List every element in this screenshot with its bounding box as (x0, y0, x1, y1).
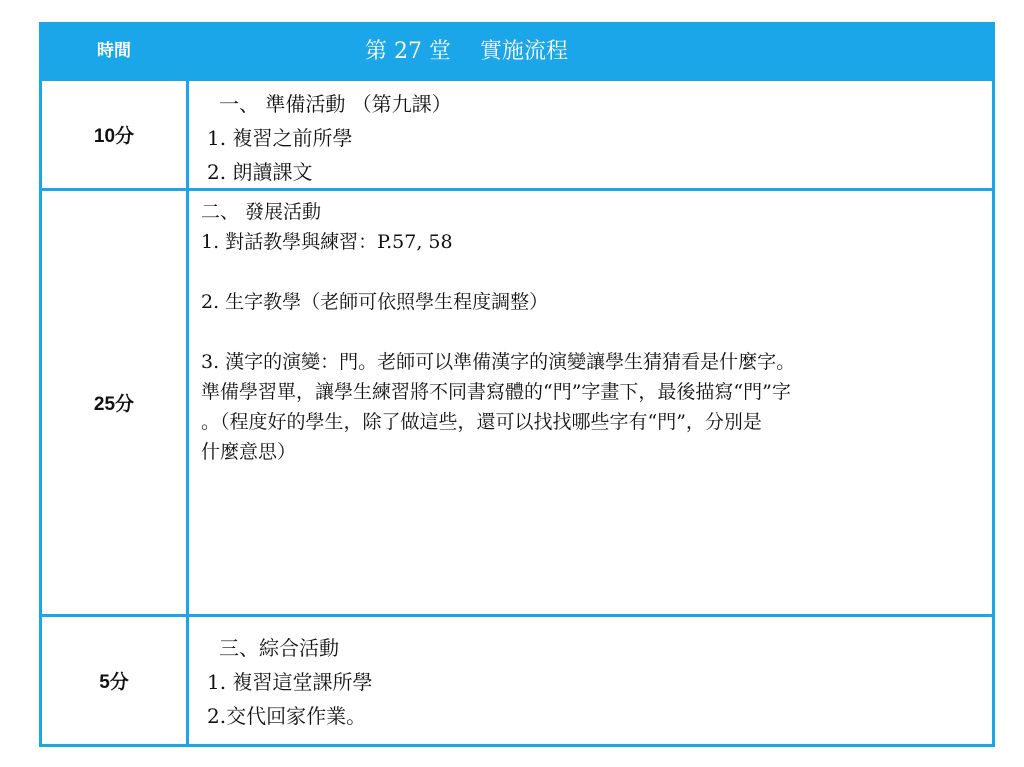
spacer (201, 317, 992, 347)
header-title: 第 27 堂 實施流程 (189, 25, 992, 78)
row-1-item-2: 2. 朗讀課文 (207, 160, 313, 184)
row-2-item-3: 3. 漢字的演變：門。老師可以準備漢字的演變讓學生猜猜看是什麼字。 (201, 351, 796, 373)
row-1-heading: 一、 準備活動 （第九課） (219, 92, 452, 116)
spacer (201, 257, 992, 287)
row-3-item-2: 2.交代回家作業。 (207, 704, 367, 728)
row-2-time: 25分 (42, 188, 189, 614)
row-3-content (189, 614, 992, 744)
lesson-plan-table (39, 22, 995, 747)
row-3-heading: 三、綜合活動 (219, 636, 339, 660)
row-2-content (189, 188, 992, 614)
row-2-heading: 二、 發展活動 (201, 201, 322, 223)
row-1-time: 10分 (42, 78, 189, 188)
row-2-item-3-cont-2: 。（程度好的學生，除了做這些，還可以找找哪些字有“門”，分別是 (201, 411, 762, 433)
row-1-content (189, 78, 992, 188)
row-3-item-1: 1. 複習這堂課所學 (207, 670, 373, 694)
row-1-item-1: 1. 複習之前所學 (207, 126, 353, 150)
row-2-item-3-cont-1: 準備學習單，讓學生練習將不同書寫體的“門”字畫下，最後描寫“門”字 (201, 381, 791, 403)
row-2-item-2: 2. 生字教學（老師可依照學生程度調整） (201, 291, 549, 313)
row-2-item-1: 1. 對話教學與練習：P.57, 58 (201, 231, 453, 253)
row-2-item-3-cont-3: 什麼意思） (201, 441, 297, 463)
row-3-time: 5分 (42, 614, 189, 744)
header-time-label: 時間 (42, 25, 189, 78)
